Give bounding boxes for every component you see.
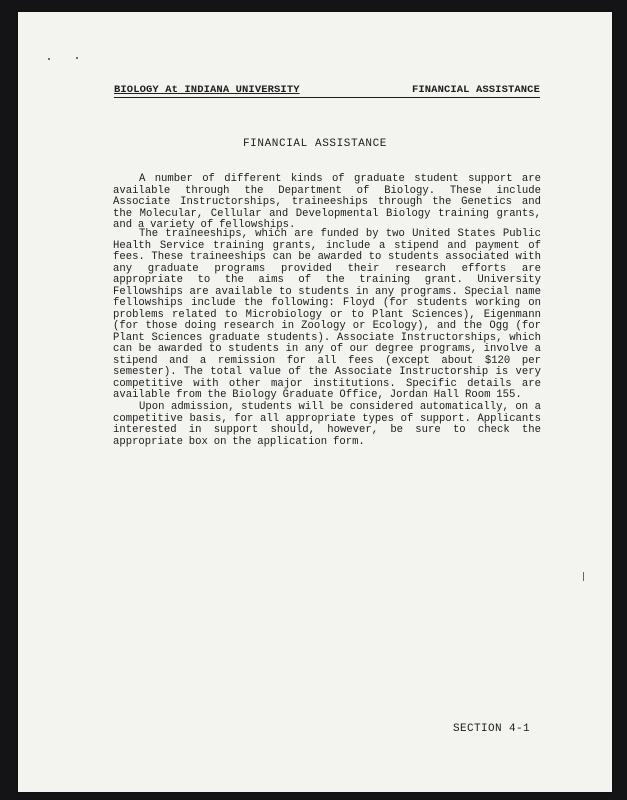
header-left-text: BIOLOGY At INDIANA UNIVERSITY (114, 84, 300, 96)
running-header (114, 83, 540, 98)
header-right-text: FINANCIAL ASSISTANCE (411, 84, 540, 96)
section-number: SECTION 4-1 (452, 723, 530, 735)
document-page (18, 12, 612, 792)
paragraph-traineeships: The traineeships, which are funded by two United States Public Health Service training grants, include a stipend and payment of fees. These traineeships can be awarded to students associated with any graduate programs provided their research efforts are appropriate to the aims of the training grant. University Fellowships are available to students in any programs. Special name fellowships include the following: Floyd (for students working on problems related to Microbiology or to Plant Sciences), Eigenmann (for those doing research in Zoology or Ecology), and the Ogg (for Plant Sciences graduate students). Associate Instructorships, which can be awarded to students in any of our degree programs, involve a stipend and a remission for all fees (except about $120 per semester). The total value of the Associate Instructorship is very competitive with other major institutions. Specific details are available from the Biology Graduate Office, Jordan Hall Room 155. (113, 228, 541, 401)
margin-mark (583, 572, 584, 581)
paper-speck (48, 58, 50, 60)
page-title: FINANCIAL ASSISTANCE (242, 138, 388, 150)
paper-speck (76, 57, 78, 59)
paragraph-admission: Upon admission, students will be considered automatically, on a competitive basis, for all appropriate types of support. Applicants interested in support should, however, be sure to check the appropriate box on the application form. (113, 401, 541, 448)
paragraph-support-overview: A number of different kinds of graduate student support are available through the Department of Biology. These include Associate Instructorships, traineeships through the Genetics and the Molecular, Cellular and Developmental Biology training grants, and a variety of fellowships. (113, 173, 541, 231)
